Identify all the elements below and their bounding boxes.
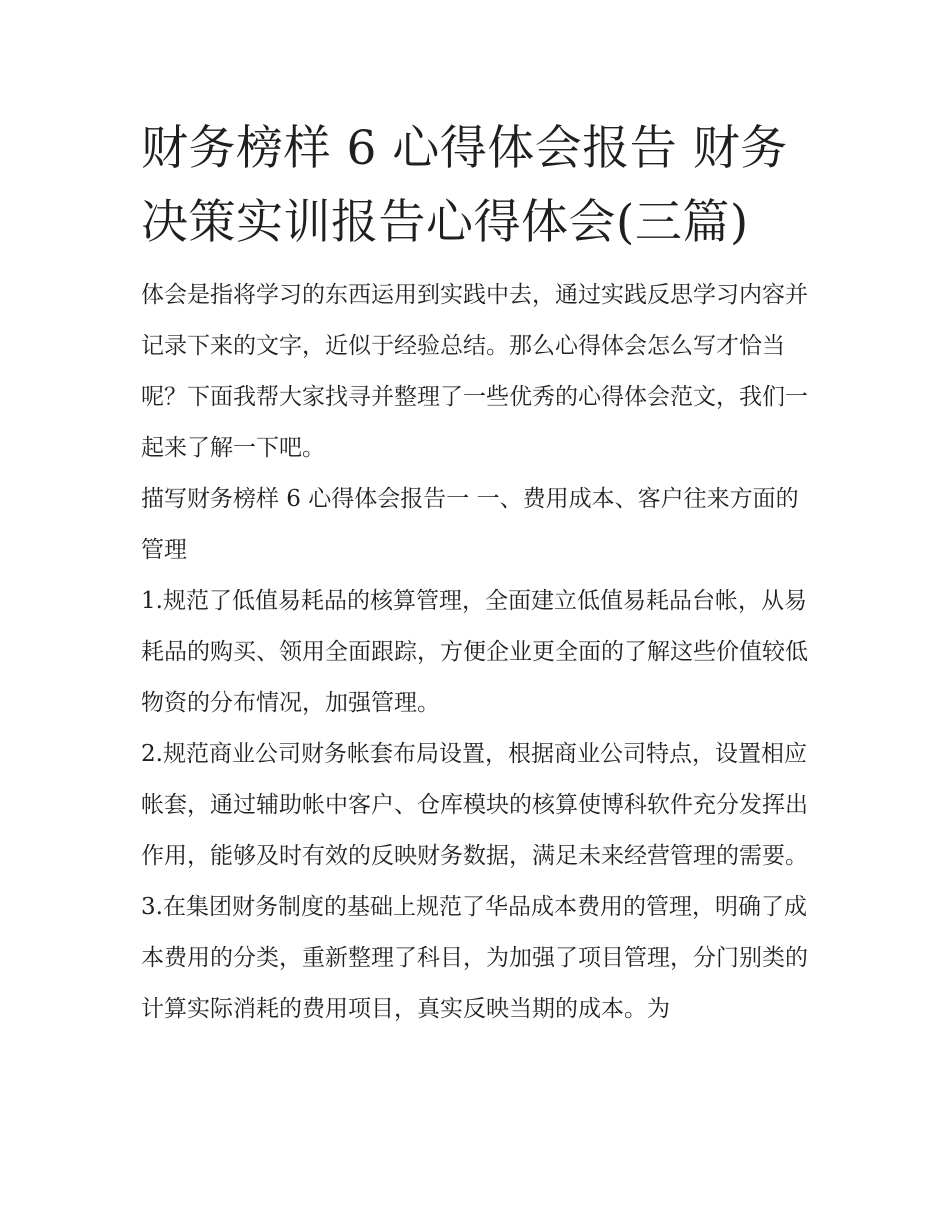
- section-heading: 描写财务榜样 6 心得体会报告一 一、费用成本、客户往来方面的管理: [141, 486, 799, 563]
- item-1-paragraph: 1.规范了低值易耗品的核算管理，全面建立低值易耗品台帐，从易耗品的购买、领用全面跟踪，方便企业更全面的了解这些价值较低物资的分布情况，加强管理。: [141, 588, 808, 716]
- item-3-paragraph: 3.在集团财务制度的基础上规范了华品成本费用的管理，明确了成本费用的分类，重新整理了科目，为加强了项目管理，分门别类的计算实际消耗的费用项目，真实反映当期的成本。为: [141, 894, 808, 1022]
- document-body: [141, 112, 813, 1035]
- intro-paragraph: 体会是指将学习的东西运用到实践中去，通过实践反思学习内容并记录下来的文字，近似于经验总结。那么心得体会怎么写才恰当呢？下面我帮大家找寻并整理了一些优秀的心得体会范文，我们一起来了解一下吧。: [141, 282, 808, 461]
- document-title: 财务榜样 6 心得体会报告 财务决策实训报告心得体会(三篇): [141, 121, 788, 250]
- item-2-paragraph: 2.规范商业公司财务帐套布局设置，根据商业公司特点，设置相应帐套，通过辅助帐中客户、仓库模块的核算使博科软件充分发挥出作用，能够及时有效的反映财务数据，满足未来经营管理的需要。: [141, 741, 808, 869]
